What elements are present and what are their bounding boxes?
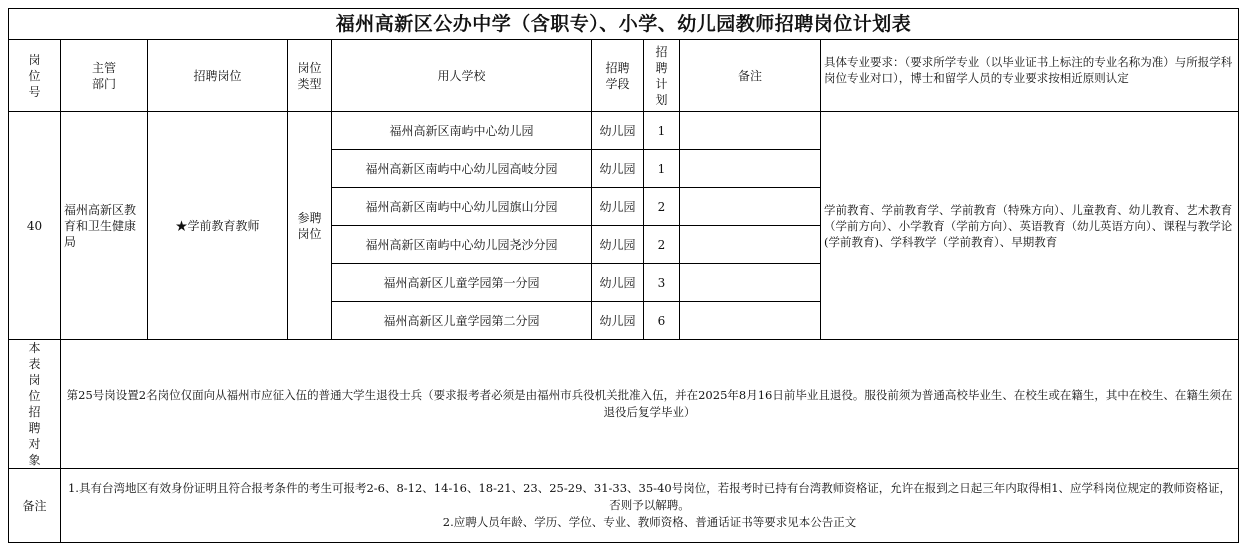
- stage-cell: 幼儿园: [592, 264, 644, 302]
- remark-cell: [680, 150, 821, 188]
- post-number: 40: [9, 112, 61, 340]
- stage-cell: 幼儿园: [592, 150, 644, 188]
- header-post-type: 岗位类型: [288, 40, 332, 112]
- note-line-2: 2.应聘人员年龄、学历、学位、专业、教师资格、普通话证书等要求见本公告正文: [442, 515, 857, 529]
- notes-label: 备注: [9, 469, 61, 543]
- plan-cell: 2: [644, 226, 680, 264]
- header-plan: 招聘计划: [644, 40, 680, 112]
- major-requirement: 学前教育、学前教育学、学前教育（特殊方向）、儿童教育、幼儿教育、艺术教育（学前方向）、小学教育（学前方向）、英语教育（幼儿英语方向）、课程与教学论(学前教育)、学科教学（学前教育）、早期教育: [821, 112, 1239, 340]
- department: 福州高新区教育和卫生健康局: [61, 112, 148, 340]
- plan-cell: 1: [644, 112, 680, 150]
- remark-cell: [680, 188, 821, 226]
- header-row: [9, 40, 1239, 112]
- stage-cell: 幼儿园: [592, 302, 644, 340]
- header-remark: 备注: [680, 40, 821, 112]
- header-school: 用人学校: [332, 40, 592, 112]
- recruitment-plan-table: [8, 8, 1239, 543]
- target-label: 本表岗位招聘对象: [9, 340, 61, 469]
- notes-row: [9, 469, 1239, 543]
- plan-cell: 1: [644, 150, 680, 188]
- school-cell: 福州高新区南屿中心幼儿园旗山分园: [332, 188, 592, 226]
- remark-cell: [680, 226, 821, 264]
- table-row: [9, 112, 1239, 150]
- header-position: 招聘岗位: [148, 40, 288, 112]
- stage-cell: 幼儿园: [592, 226, 644, 264]
- header-dept: 主管部门: [61, 40, 148, 112]
- school-cell: 福州高新区儿童学园第一分园: [332, 264, 592, 302]
- stage-cell: 幼儿园: [592, 188, 644, 226]
- remark-cell: [680, 264, 821, 302]
- post-type: 参聘岗位: [288, 112, 332, 340]
- notes-content: [61, 469, 1239, 543]
- target-text: 第25号岗设置2名岗位仅面向从福州市应征入伍的普通大学生退役士兵（要求报考者必须是由福州市兵役机关批准入伍，并在2025年8月16日前毕业且退役。服役前须为普通高校毕业生、在校生或在籍生，其中在校生、在籍生须在退役后复学毕业）: [61, 340, 1239, 469]
- school-cell: 福州高新区南屿中心幼儿园尧沙分园: [332, 226, 592, 264]
- plan-cell: 6: [644, 302, 680, 340]
- remark-cell: [680, 302, 821, 340]
- stage-cell: 幼儿园: [592, 112, 644, 150]
- header-post-no: 岗位号: [9, 40, 61, 112]
- school-cell: 福州高新区儿童学园第二分园: [332, 302, 592, 340]
- plan-cell: 3: [644, 264, 680, 302]
- remark-cell: [680, 112, 821, 150]
- note-line-1: 1.具有台湾地区有效身份证明且符合报考条件的考生可报考2-6、8-12、14-16、18-21、23、25-29、31-33、35-40号岗位，若报考时已持有台湾教师资格证，允许在报到之日起三年内取得相1、应学科岗位规定的教师资格证，否则予以解聘。: [67, 481, 1232, 512]
- header-major-requirement: 具体专业要求：（要求所学专业（以毕业证书上标注的专业名称为准）与所报学科岗位专业对口），博士和留学人员的专业要求按相近原则认定: [821, 40, 1239, 112]
- target-row: [9, 340, 1239, 469]
- position-name: ★学前教育教师: [148, 112, 288, 340]
- header-stage: 招聘学段: [592, 40, 644, 112]
- plan-cell: 2: [644, 188, 680, 226]
- school-cell: 福州高新区南屿中心幼儿园高岐分园: [332, 150, 592, 188]
- table-title: 福州高新区公办中学（含职专）、小学、幼儿园教师招聘岗位计划表: [9, 9, 1239, 40]
- school-cell: 福州高新区南屿中心幼儿园: [332, 112, 592, 150]
